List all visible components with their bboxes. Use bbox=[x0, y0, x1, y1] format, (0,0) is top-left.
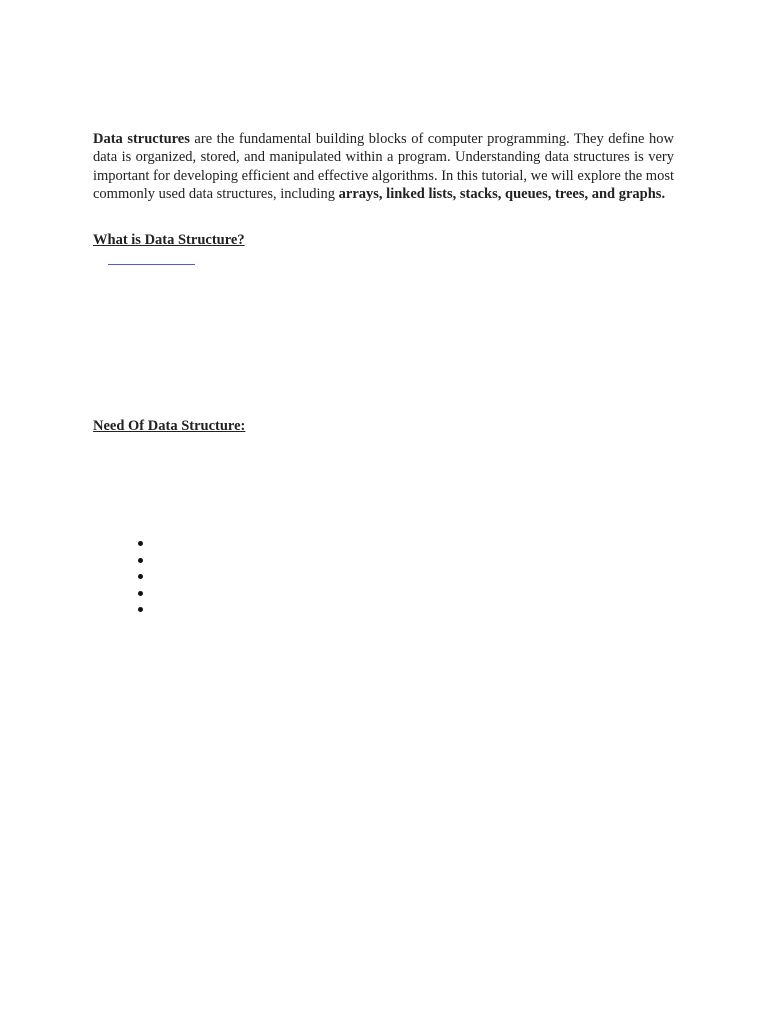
list-item bbox=[138, 537, 143, 554]
need-of-data-structure-heading: Need Of Data Structure: bbox=[93, 418, 246, 434]
list-item bbox=[138, 587, 143, 604]
hyperlink-underline[interactable] bbox=[108, 264, 195, 265]
bullet-icon bbox=[138, 591, 143, 596]
intro-highlighted-list: arrays, linked lists, stacks, queues, trees, and graphs. bbox=[338, 185, 666, 202]
list-item bbox=[138, 603, 143, 620]
what-is-data-structure-heading: What is Data Structure? bbox=[93, 232, 245, 248]
list-item bbox=[138, 554, 143, 571]
bullet-icon bbox=[138, 558, 143, 563]
bullet-icon bbox=[138, 607, 143, 612]
bullet-icon bbox=[138, 574, 143, 579]
intro-paragraph bbox=[93, 130, 674, 203]
list-item bbox=[138, 570, 143, 587]
bullet-icon bbox=[138, 541, 143, 546]
bullet-list bbox=[138, 537, 143, 620]
intro-term: Data structures bbox=[93, 131, 190, 147]
intro-text: are the fundamental building blocks of computer programming. They define how data is organized, stored, and manipulated within a program. Understanding data structures is very important for developing efficient and effective algorithms. In this tutorial, we will explore the most commonly used data structures, including bbox=[93, 131, 674, 202]
